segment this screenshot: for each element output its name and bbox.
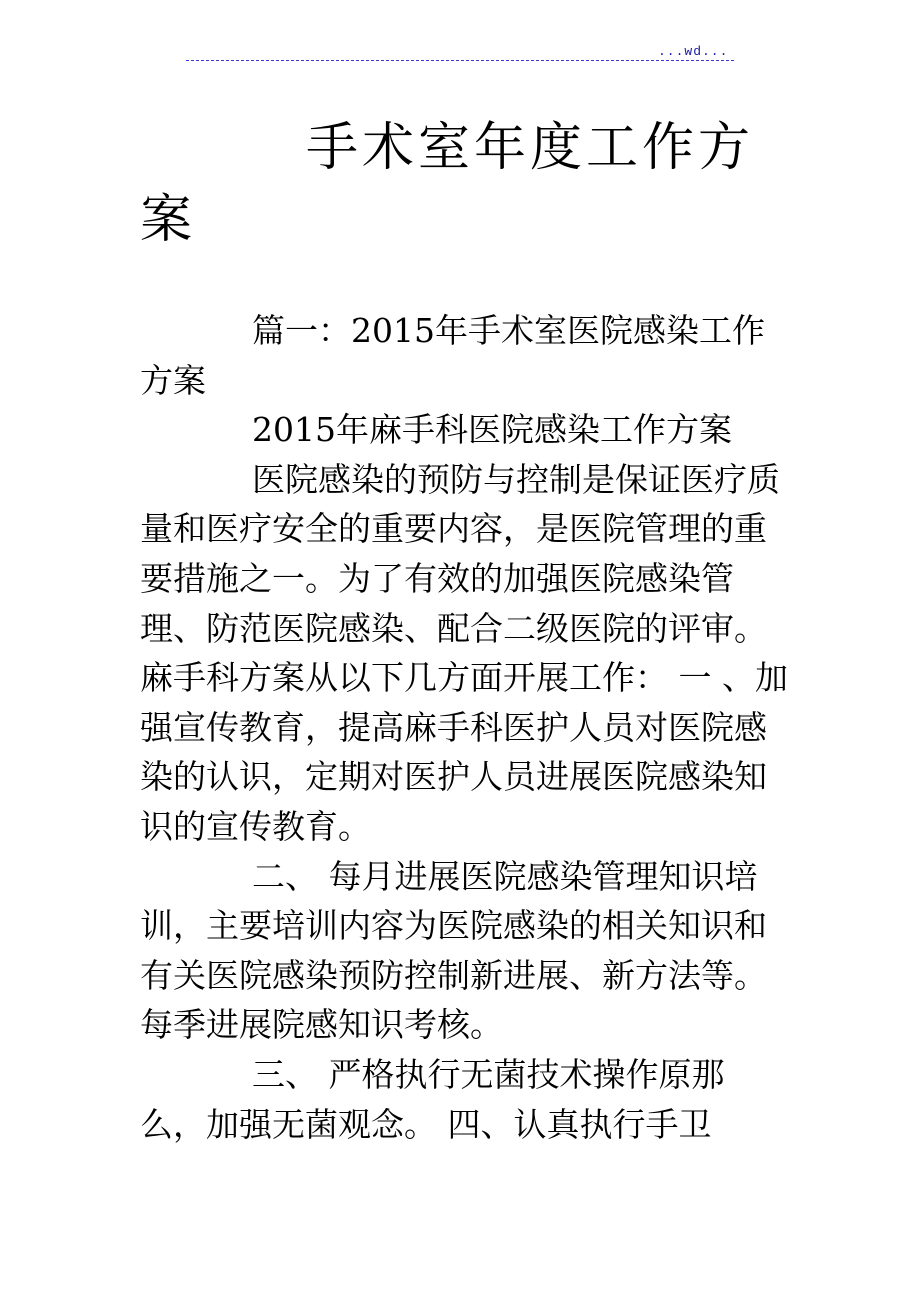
paragraph-item-2: 二、 每月进展医院感染管理知识培训，主要培训内容为医院感染的相关知识和有关医院感染预防控制新进展、新方法等。每季进展院感知识考核。	[140, 856, 767, 1045]
paragraph-item-3: 三、 严格执行无菌技术操作原那么，加强无菌观念。 四、认真执行手卫	[140, 1054, 725, 1144]
document-title: 手术室年度工作方案	[140, 118, 755, 250]
paragraph-intro: 医院感染的预防与控制是保证医疗质量和医疗安全的重要内容，是医院管理的重要措施之一。为了有效的加强医院感染管理、防范医院感染、配合二级医院的评审。麻手科方案从以下几方面开展工作： 一 、加强宣传教育，提高麻手科医护人员对医院感染的认识，定期对医护人员进展医院感染知识的宣传教育。	[140, 459, 788, 846]
document-body	[140, 306, 788, 1149]
header-watermark: ...wd...	[658, 44, 729, 59]
paragraph-section-heading: 篇一：2015年手术室医院感染工作方案	[140, 311, 765, 400]
paragraph-subtitle: 2015年麻手科医院感染工作方案	[252, 410, 732, 450]
header-dashed-rule	[186, 60, 734, 61]
